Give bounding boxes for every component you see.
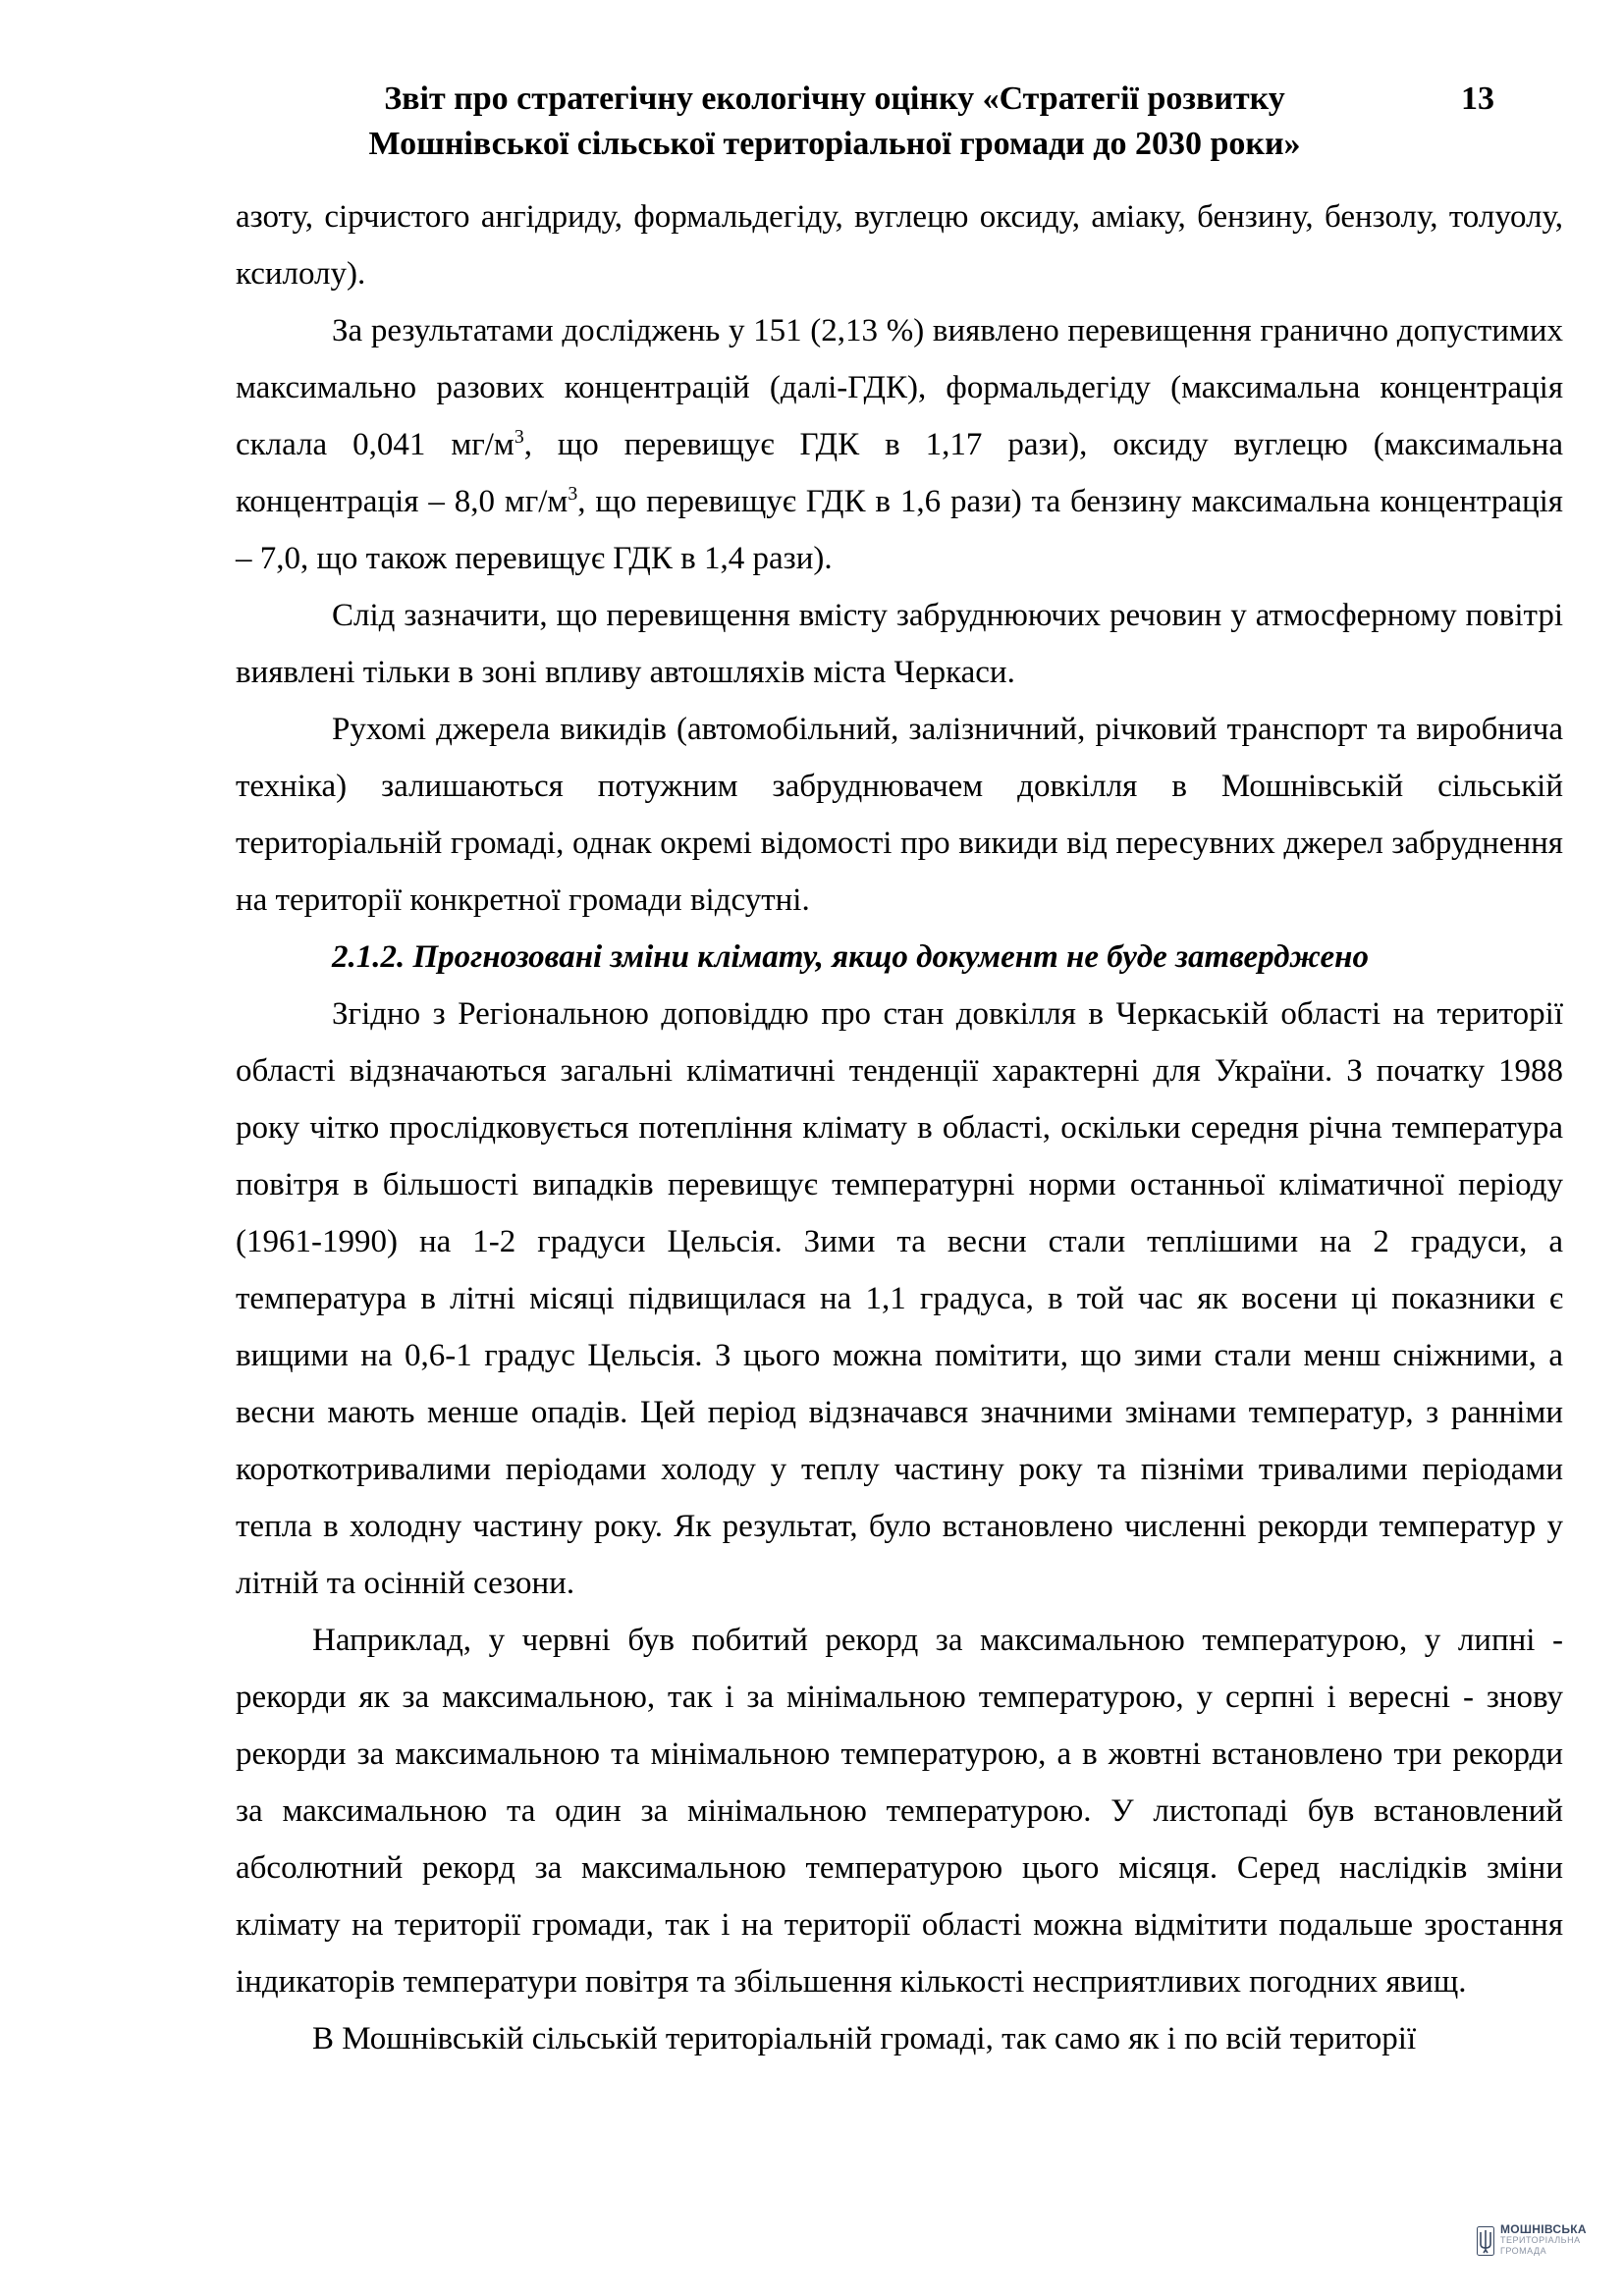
text-run: , що перевищує ГДК в 1,6 рази) та бензину максимальна концентрація – 7,0, що також перевищує ГДК в 1,4 рази).: [236, 484, 1563, 576]
superscript: 3: [568, 483, 578, 505]
paragraph: Рухомі джерела викидів (автомобільний, залізничний, річковий транспорт та виробнича техніка) залишаються потужним забруднювачем довкілля в Мошнівській сільській територіальній громаді, однак окремі відомості про викиди від пересувних джерел забруднення на території конкретної громади відсутні.: [236, 712, 1563, 918]
page-body: [236, 188, 1563, 2067]
report-title-line-2: Мошнівської сільської територіальної громади до 2030 роки»: [368, 126, 1301, 162]
paragraph: азоту, сірчистого ангідриду, формальдегіду, вуглецю оксиду, аміаку, бензину, бензолу, толуолу, ксилолу).: [236, 199, 1563, 292]
report-title: [295, 77, 1375, 167]
text-run: , що перевищує ГДК в 1,17 рази), оксиду вуглецю (максимальна концентрація – 8,0 мг/м: [236, 427, 1564, 519]
section-heading: 2.1.2. Прогнозовані зміни клімату, якщо документ не буде затверджено: [332, 939, 1369, 975]
page-number: 13: [1461, 80, 1494, 117]
trident-icon: [1477, 2226, 1494, 2256]
paragraph: Слід зазначити, що перевищення вмісту забруднюючих речовин у атмосферному повітрі виявлені тільки в зоні впливу автошляхів міста Черкаси.: [236, 598, 1563, 690]
text-run: За результатами досліджень у 151 (2,13 %) виявлено перевищення гранично допустимих максимально разових концентрацій (далі-ГДК), формальдегіду (максимальна концентрація склала 0,041 мг/м: [236, 313, 1563, 462]
logo-line-3: ГРОМАДА: [1500, 2246, 1547, 2256]
superscript: 3: [514, 426, 524, 448]
paragraph: [236, 302, 1563, 587]
paragraph: В Мошнівській сільській територіальній громаді, так само як і по всій території: [312, 2021, 1417, 2056]
page-header: [295, 77, 1473, 167]
report-title-line-1: Звіт про стратегічну екологічну оцінку «Стратегії розвитку: [384, 80, 1285, 117]
paragraph: Згідно з Регіональною доповіддю про стан довкілля в Черкаській області на території області відзначаються загальні кліматичні тенденції характерні для України. З початку 1988 року чітко прослідковується потепління клімату в області, оскільки середня річна температура повітря в більшості випадків перевищує температурні норми останньої кліматичної періоду (1961-1990) на 1-2 градуси Цельсія. Зими та весни стали теплішими на 2 градуси, а температура в літні місяці підвищилася на 1,1 градуса, в той час як восени ці показники є вищими на 0,6-1 градус Цельсія. З цього можна помітити, що зими стали менш сніжними, а весни мають менше опадів. Цей період відзначався значними змінами температур, з ранніми короткотривалими періодами холоду у теплу частину року та пізніми тривалими періодами тепла в холодну частину року. Як результат, було встановлено численні рекорди температур у літній та осінній сезони.: [236, 996, 1563, 1601]
logo-line-2: ТЕРИТОРІАЛЬНА: [1500, 2235, 1581, 2245]
community-logo: [1477, 2224, 1587, 2257]
logo-text: [1500, 2224, 1587, 2257]
logo-line-1: МОШНІВСЬКА: [1500, 2222, 1587, 2236]
paragraph: Наприклад, у червні був побитий рекорд за максимальною температурою, у липні - рекорди як за максимальною, так і за мінімальною температурою, у серпні і вересні - знову рекорди за максимальною та мінімальною температурою, а в жовтні встановлено три рекорди за максимальною та один за мінімальною температурою. У листопаді був встановлений абсолютний рекорд за максимальною температурою цього місяця. Серед наслідків зміни клімату на території громади, так і на території області можна відмітити подальше зростання індикаторів температури повітря та збільшення кількості несприятливих погодних явищ.: [236, 1623, 1563, 2000]
